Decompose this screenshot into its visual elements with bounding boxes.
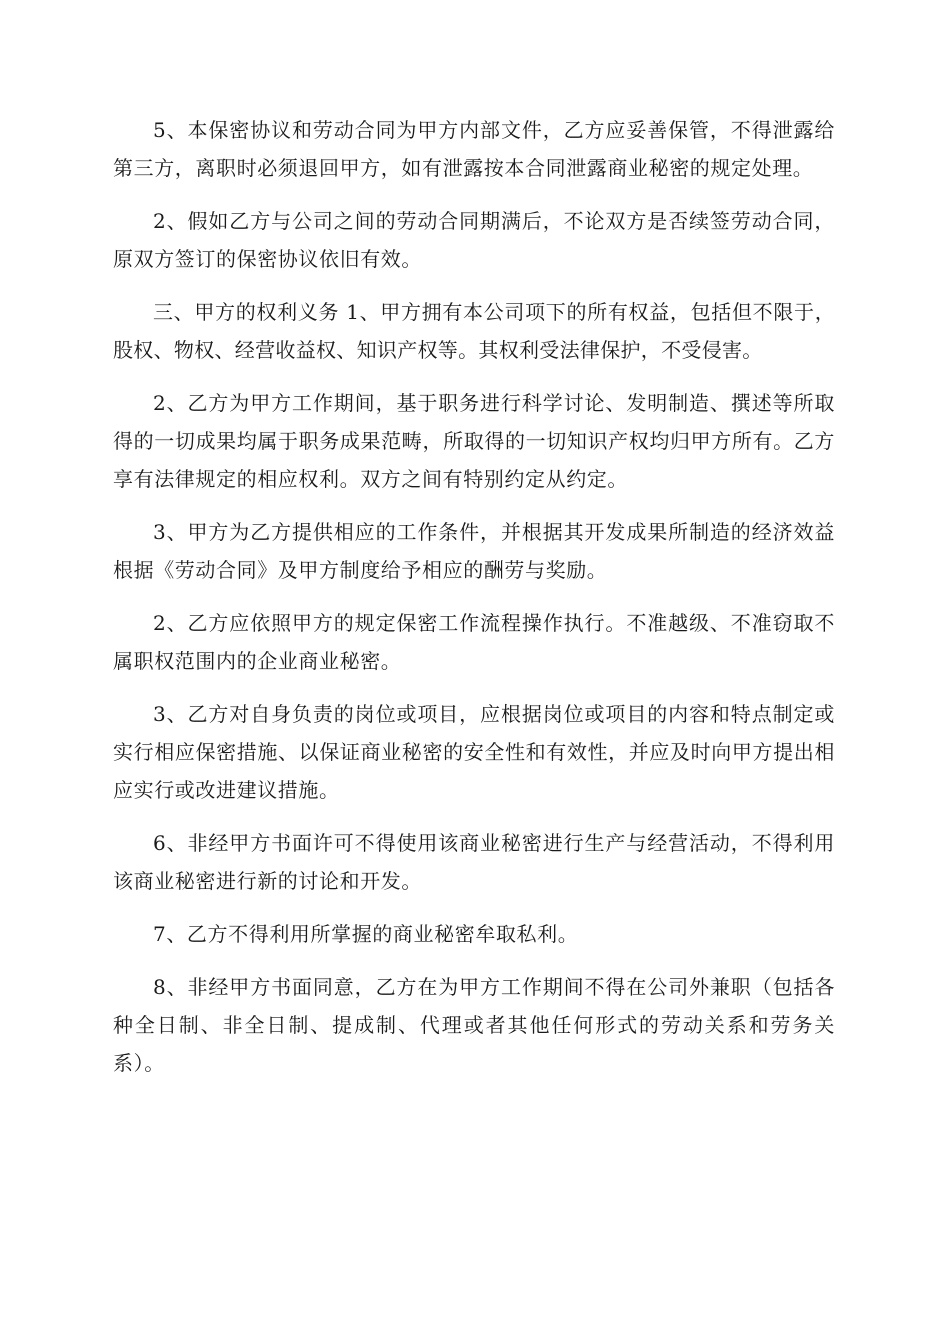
document-body [113,111,835,1097]
paragraph-4: 2、乙方为甲方工作期间，基于职务进行科学讨论、发明制造、撰述等所取得的一切成果均属于职务成果范畴，所取得的一切知识产权均归甲方所有。乙方享有法律规定的相应权利。双方之间有特别约定从约定。 [113,391,835,491]
paragraph-9: 7、乙方不得利用所掌握的商业秘密牟取私利。 [153,922,579,946]
paragraph-5: 3、甲方为乙方提供相应的工作条件，并根据其开发成果所制造的经济效益根据《劳动合同》及甲方制度给予相应的酬劳与奖励。 [113,520,835,582]
paragraph-6: 2、乙方应依照甲方的规定保密工作流程操作执行。不准越级、不准窃取不属职权范围内的企业商业秘密。 [113,611,835,673]
paragraph-3: 三、甲方的权利义务 1、甲方拥有本公司项下的所有权益，包括但不限于，股权、物权、经营收益权、知识产权等。其权利受法律保护，不受侵害。 [113,300,835,362]
paragraph-1: 5、本保密协议和劳动合同为甲方内部文件，乙方应妥善保管，不得泄露给第三方，离职时必须退回甲方，如有泄露按本合同泄露商业秘密的规定处理。 [113,118,835,180]
paragraph-7: 3、乙方对自身负责的岗位或项目，应根据岗位或项目的内容和特点制定或实行相应保密措施、以保证商业秘密的安全性和有效性，并应及时向甲方提出相应实行或改进建议措施。 [113,702,835,802]
paragraph-8: 6、非经甲方书面许可不得使用该商业秘密进行生产与经营活动，不得利用该商业秘密进行新的讨论和开发。 [113,831,835,893]
paragraph-10: 8、非经甲方书面同意，乙方在为甲方工作期间不得在公司外兼职（包括各种全日制、非全日制、提成制、代理或者其他任何形式的劳动关系和劳务关系）。 [113,975,835,1075]
paragraph-2: 2、假如乙方与公司之间的劳动合同期满后，不论双方是否续签劳动合同，原双方签订的保密协议依旧有效。 [113,209,835,271]
